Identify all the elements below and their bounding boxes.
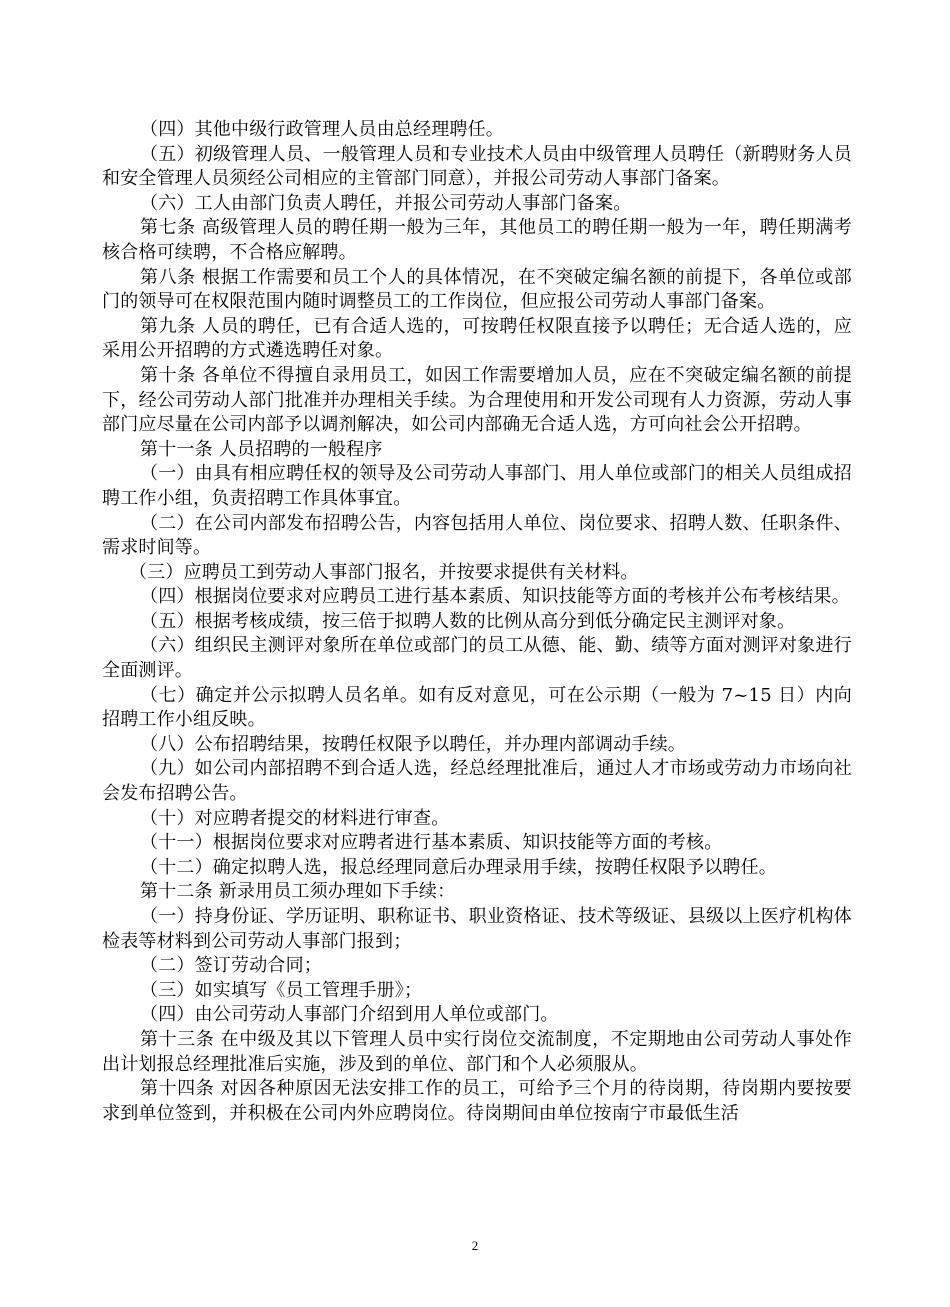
recruitment-step-2: （二）在公司内部发布招聘公告，内容包括用人单位、岗位要求、招聘人数、任职条件、需求时间等。 bbox=[102, 512, 852, 559]
paragraph-item-5: （五）初级管理人员、一般管理人员和专业技术人员由中级管理人员聘任（新聘财务人员和安全管理人员须经公司相应的主管部门同意），并报公司劳动人事部门备案。 bbox=[102, 143, 852, 190]
article-7: 第七条 高级管理人员的聘任期一般为三年，其他员工的聘任期一般为一年，聘任期满考核合格可续聘，不合格应解聘。 bbox=[102, 217, 852, 263]
recruitment-step-10: （十）对应聘者提交的材料进行审查。 bbox=[140, 807, 450, 829]
recruitment-step-7: （七）确定并公示拟聘人员名单。如有反对意见，可在公示期（一般为 7~15 日）内向招聘工作小组反映。 bbox=[102, 684, 852, 731]
recruitment-step-9: （九）如公司内部招聘不到合适人选，经总经理批准后，通过人才市场或劳动力市场向社会发布招聘公告。 bbox=[102, 758, 852, 805]
recruitment-step-1: （一）由具有相应聘任权的领导及公司劳动人事部门、用人单位或部门的相关人员组成招聘工作小组，负责招聘工作具体事宜。 bbox=[102, 463, 852, 509]
article-12-heading: 第十二条 新录用员工须办理如下手续： bbox=[140, 881, 456, 903]
recruitment-step-8: （八）公布招聘结果，按聘任权限予以聘任，并办理内部调动手续。 bbox=[140, 733, 686, 755]
new-hire-step-4: （四）由公司劳动人事部门介绍到用人单位或部门。 bbox=[140, 1004, 559, 1026]
article-11-heading: 第十一条 人员招聘的一般程序 bbox=[140, 438, 383, 460]
recruitment-step-11: （十一）根据岗位要求对应聘者进行基本素质、知识技能等方面的考核。 bbox=[140, 832, 723, 854]
recruitment-step-3: （三）应聘员工到劳动人事部门报名，并按要求提供有关材料。 bbox=[129, 561, 639, 583]
article-10: 第十条 各单位不得擅自录用员工，如因工作需要增加人员，应在不突破定编名额的前提下，经公司劳动人部门批准并办理相关手续。为合理使用和开发公司现有人力资源，劳动人事部门应尽量在公司内部予以调剂解决，如公司内部确无合适人选，方可向社会公开招聘。 bbox=[102, 364, 852, 436]
article-14: 第十四条 对因各种原因无法安排工作的员工，可给予三个月的待岗期，待岗期内要按要求到单位签到，并积极在公司内外应聘岗位。待岗期间由单位按南宁市最低生活 bbox=[102, 1078, 852, 1124]
page-number: 2 bbox=[471, 1238, 479, 1253]
article-9: 第九条 人员的聘任，已有合适人选的，可按聘任权限直接予以聘任；无合适人选的，应采用公开招聘的方式遴选聘任对象。 bbox=[102, 315, 852, 362]
document-body bbox=[102, 118, 852, 1126]
new-hire-step-2: （二）签订劳动合同； bbox=[140, 955, 322, 977]
recruitment-step-6: （六）组织民主测评对象所在单位或部门的员工从德、能、勤、绩等方面对测评对象进行全面测评。 bbox=[102, 635, 852, 682]
paragraph-item-4: （四）其他中级行政管理人员由总经理聘任。 bbox=[140, 119, 504, 140]
new-hire-step-3: （三）如实填写《员工管理手册》； bbox=[140, 979, 423, 1001]
recruitment-step-12: （十二）确定拟聘人选，报总经理同意后办理录用手续，按聘任权限予以聘任。 bbox=[140, 856, 777, 878]
recruitment-step-5: （五）根据考核成绩，按三倍于拟聘人数的比例从高分到低分确定民主测评对象。 bbox=[140, 610, 796, 632]
article-8: 第八条 根据工作需要和员工个人的具体情况，在不突破定编名额的前提下，各单位或部门的领导可在权限范围内随时调整员工的工作岗位，但应报公司劳动人事部门备案。 bbox=[102, 266, 852, 313]
new-hire-step-1: （一）持身份证、学历证明、职称证书、职业资格证、技术等级证、县级以上医疗机构体检表等材料到公司劳动人事部门报到； bbox=[102, 906, 852, 952]
recruitment-step-4: （四）根据岗位要求对应聘员工进行基本素质、知识技能等方面的考核并公布考核结果。 bbox=[140, 586, 850, 608]
paragraph-item-6: （六）工人由部门负责人聘任，并报公司劳动人事部门备案。 bbox=[140, 192, 632, 214]
article-13: 第十三条 在中级及其以下管理人员中实行岗位交流制度，不定期地由公司劳动人事处作出计划报总经理批准后实施，涉及到的单位、部门和个人必须服从。 bbox=[102, 1028, 852, 1075]
